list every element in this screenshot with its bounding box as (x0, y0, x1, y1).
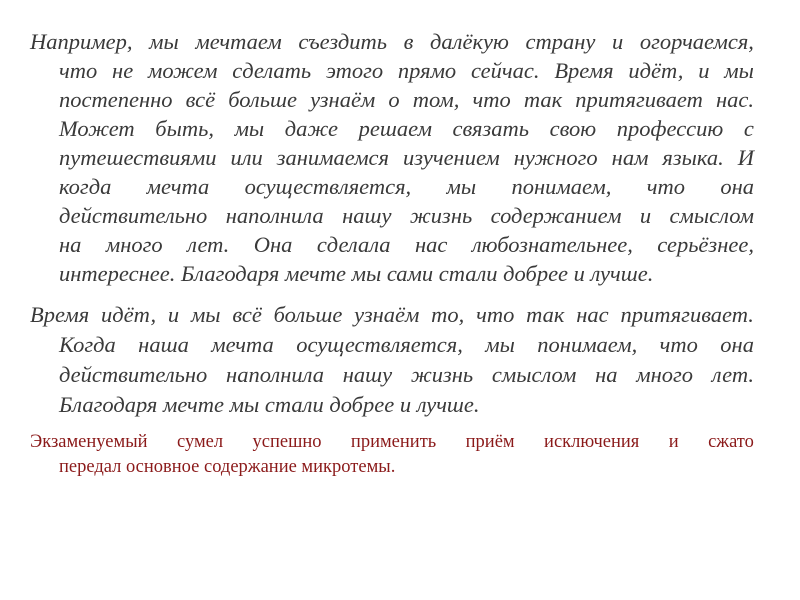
text-line: постепенно всё больше узнаём о том, что так притягивает нас. (59, 87, 754, 112)
text-line: действительно наполнила нашу жизнь смыслом на много лет. (59, 362, 754, 387)
paragraph-original-text (30, 27, 754, 297)
text-line: Благодаря мечте мы стали добрее и лучше. (59, 392, 480, 417)
text-line: Время идёт, и мы всё больше узнаём то, что так нас притягивает. (30, 302, 754, 327)
text-line: путешествиями или занимаемся изучением нужного нам языка. И (59, 145, 754, 170)
text-line: Когда наша мечта осуществляется, мы понимаем, что она (59, 332, 754, 357)
text-line: когда мечта осуществляется, мы понимаем, что она (59, 174, 754, 199)
comment-line: Экзаменуемый сумел успешно применить приём исключения и сжато (30, 432, 754, 452)
examiner-comment (30, 430, 754, 486)
text-line: Может быть, мы даже решаем связать свою профессию с (59, 116, 754, 141)
text-line: действительно наполнила нашу жизнь содержанием и смыслом (59, 203, 754, 228)
text-line: Например, мы мечтаем съездить в далёкую страну и огорчаемся, (30, 29, 754, 54)
text-line: интереснее. Благодаря мечте мы сами стали добрее и лучше. (59, 261, 654, 286)
comment-line: передал основное содержание микротемы. (59, 457, 396, 477)
text-line: что не можем сделать этого прямо сейчас. Время идёт, и мы (59, 58, 754, 83)
text-line: на много лет. Она сделала нас любознательнее, серьёзнее, (59, 232, 754, 257)
paragraph-compressed-text (30, 300, 754, 420)
